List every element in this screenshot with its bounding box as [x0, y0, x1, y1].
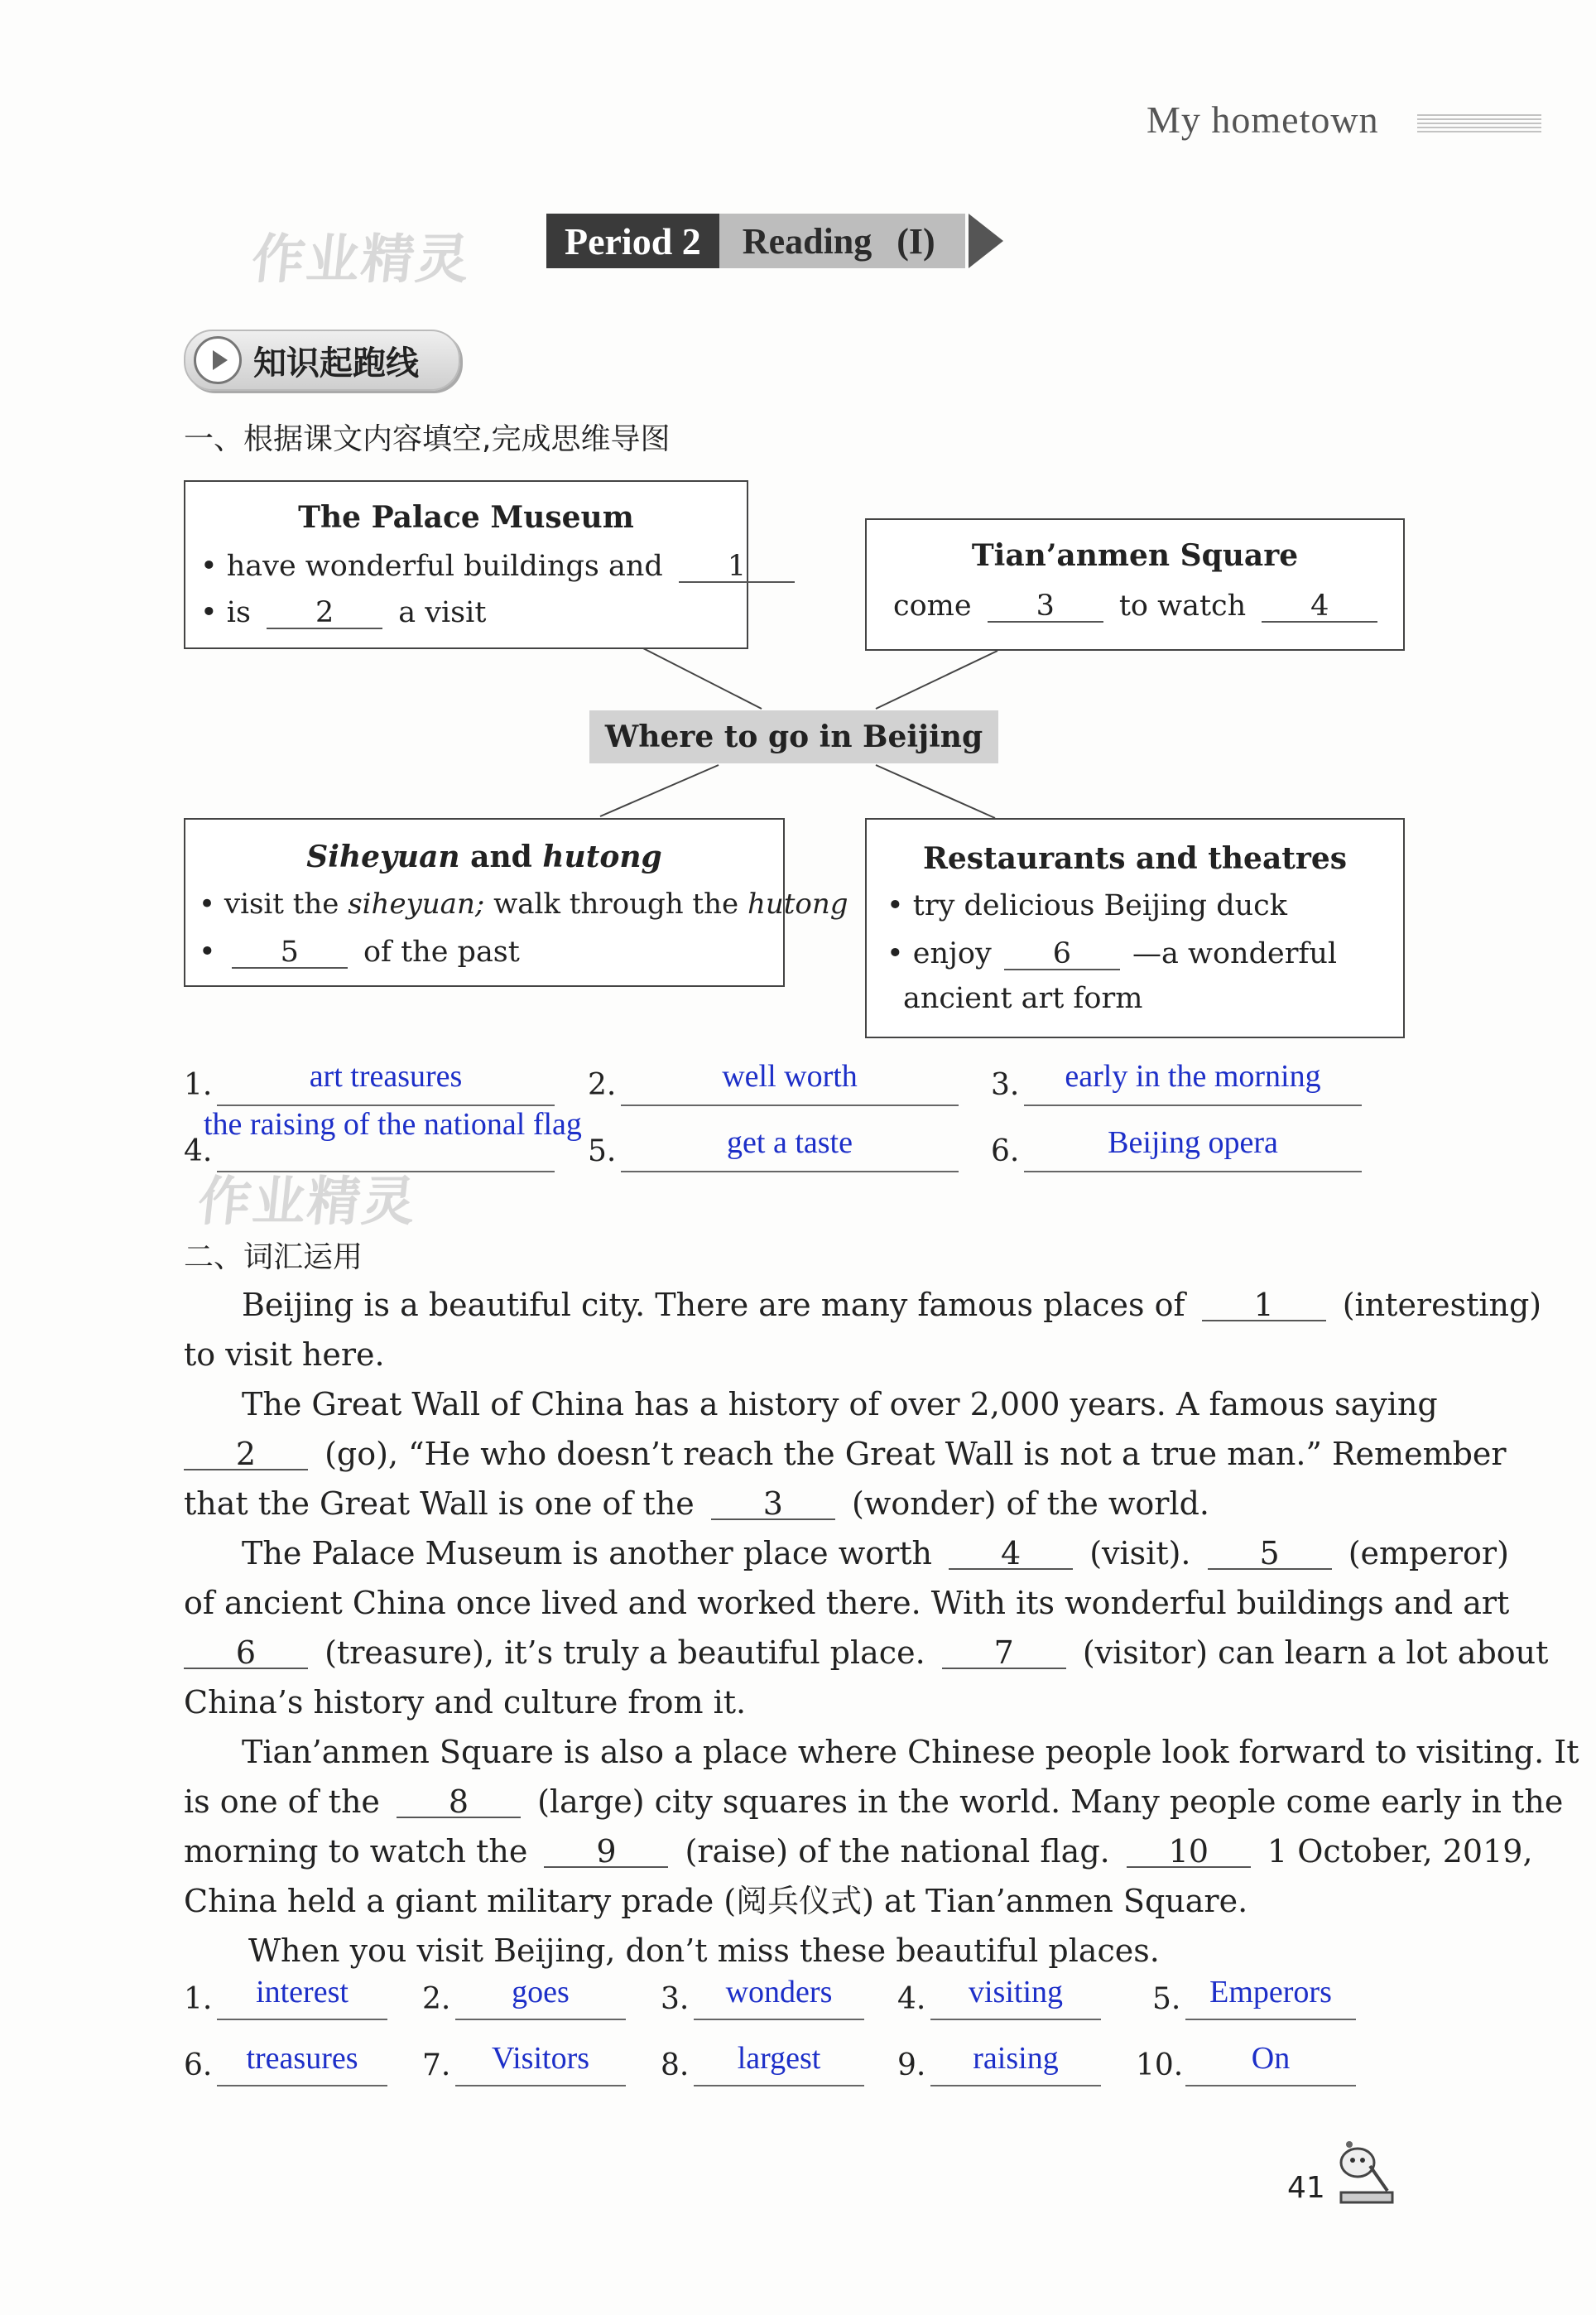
- para-line: The Great Wall of China has a history of over 2,000 years. A famous saying: [242, 1386, 1438, 1422]
- mindmap-center: Where to go in Beijing: [589, 710, 998, 763]
- blank-3: 3: [711, 1485, 835, 1520]
- blank-1: 1: [679, 548, 795, 583]
- answer-text: raising: [973, 2041, 1059, 2076]
- answer-text: get a taste: [727, 1125, 853, 1160]
- answer-number: 3.: [661, 1982, 690, 2016]
- para-line: Beijing is a beautiful city. There are many famous places of 1 (interesting): [242, 1287, 1542, 1323]
- siheyuan-box: [184, 818, 848, 987]
- para-line: 2 (go), “He who doesn’t reach the Great Wall is not a true man.” Remember: [184, 1429, 1401, 1479]
- siheyuan-line1: • visit the siheyuan; walk through the hutong: [199, 888, 848, 921]
- answer-number: 5.: [1152, 1982, 1181, 2016]
- para-line: that the Great Wall is one of the 3 (wonder) of the world.: [184, 1485, 1210, 1522]
- watermark: 作业精灵: [195, 1172, 421, 1233]
- blank-4: 4: [1262, 588, 1377, 623]
- answer-text: well worth: [722, 1059, 858, 1094]
- answer-text: treasures: [246, 2041, 358, 2076]
- blank-6: 6: [184, 1634, 308, 1669]
- para-line: The Palace Museum is another place worth 4 (visit). 5 (emperor): [242, 1535, 1509, 1571]
- answer-text: goes: [512, 1975, 570, 2009]
- answer-number: 5.: [588, 1134, 617, 1168]
- answer-text: wonders: [725, 1975, 833, 2009]
- answer-number: 2.: [588, 1068, 617, 1102]
- answer-number: 1.: [184, 1068, 213, 1102]
- answer-text: early in the morning: [1065, 1059, 1321, 1094]
- blank-4: 4: [949, 1535, 1073, 1570]
- answer-number: 6.: [184, 2048, 213, 2082]
- answer-number: 4.: [897, 1982, 926, 2016]
- watermark: 作业精灵: [248, 229, 474, 291]
- answer-text: visiting: [968, 1975, 1064, 2009]
- siheyuan-title: Siheyuan and hutong: [306, 840, 662, 874]
- blank-7: 7: [942, 1634, 1066, 1669]
- blank-8: 8: [397, 1783, 521, 1818]
- restaurants-box: [865, 818, 1405, 1038]
- para-line: China held a giant military prade (阅兵仪式) at Tian’anmen Square.: [184, 1883, 1248, 1919]
- restaurants-title: Restaurants and theatres: [922, 841, 1348, 876]
- answer-text: art treasures: [309, 1059, 463, 1094]
- answer-text: Emperors: [1209, 1975, 1332, 2009]
- answer-number: 9.: [897, 2048, 926, 2082]
- blank-1: 1: [1202, 1287, 1326, 1321]
- period-part: (I): [897, 220, 935, 262]
- restaurants-line2: • enjoy 6 —a wonderful: [887, 937, 1338, 970]
- para-line: 6 (treasure), it’s truly a beautiful place. 7 (visitor) can learn a lot about: [184, 1628, 1401, 1677]
- part2-heading: 二、词汇运用: [184, 1240, 363, 1274]
- answer-text: On: [1251, 2041, 1291, 2076]
- blank-6: 6: [1004, 936, 1120, 970]
- para-line: When you visit Beijing, don’t miss these beautiful places.: [248, 1932, 1160, 1969]
- para-line: is one of the 8 (large) city squares in the world. Many people come early in the: [184, 1783, 1564, 1820]
- para-line: of ancient China once lived and worked there. With its wonderful buildings and art: [184, 1585, 1510, 1621]
- answer-number: 6.: [991, 1134, 1020, 1168]
- answer-number: 3.: [991, 1068, 1020, 1102]
- blank-9: 9: [544, 1833, 668, 1868]
- para-line: to visit here.: [184, 1336, 385, 1373]
- period-title: Reading: [742, 220, 873, 262]
- mascot-icon: [1333, 2138, 1399, 2212]
- part1-heading: 一、根据课文内容填空,完成思维导图: [184, 422, 671, 456]
- answer-text: largest: [737, 2041, 821, 2076]
- palace-title: The Palace Museum: [298, 500, 634, 535]
- restaurants-line3: ancient art form: [903, 982, 1143, 1015]
- answer-number: 1.: [184, 1982, 213, 2016]
- siheyuan-line2: • 5 of the past: [199, 936, 520, 969]
- mindmap-connectors: [0, 0, 1596, 911]
- section-title: 知识起跑线: [253, 344, 419, 383]
- answer-text: Visitors: [491, 2041, 590, 2076]
- answer-text: interest: [256, 1975, 349, 2009]
- answer-number: 7.: [422, 2048, 451, 2082]
- restaurants-line1: • try delicious Beijing duck: [887, 889, 1287, 922]
- tiananmen-title: Tian’anmen Square: [971, 538, 1299, 573]
- tiananmen-box: [865, 518, 1405, 651]
- answer-text: the raising of the national flag: [204, 1107, 582, 1142]
- tiananmen-line: come 3 to watch 4: [893, 588, 1377, 623]
- para-line: China’s history and culture from it.: [184, 1684, 747, 1721]
- answer-number: 10.: [1136, 2048, 1184, 2082]
- blank-10: 10: [1127, 1833, 1251, 1868]
- answer-number: 4.: [184, 1134, 213, 1168]
- blank-3: 3: [988, 588, 1103, 623]
- palace-line1: • have wonderful buildings and 1: [200, 548, 795, 583]
- header-title: My hometown: [1147, 99, 1379, 141]
- para-line: morning to watch the 9 (raise) of the national flag. 10 1 October, 2019,: [184, 1833, 1533, 1870]
- answer-number: 8.: [661, 2048, 690, 2082]
- palace-line2: • is 2 a visit: [200, 596, 487, 629]
- blank-2: 2: [267, 594, 382, 629]
- answer-number: 2.: [422, 1982, 451, 2016]
- page-number: 41: [1287, 2171, 1325, 2205]
- blank-5: 5: [232, 934, 348, 969]
- period-label: Period 2: [546, 214, 719, 268]
- blank-2: 2: [184, 1436, 308, 1470]
- para-line: Tian’anmen Square is also a place where Chinese people look forward to visiting. It: [242, 1734, 1579, 1770]
- blank-5: 5: [1208, 1535, 1332, 1570]
- answer-text: Beijing opera: [1108, 1125, 1278, 1160]
- palace-museum-box: [184, 480, 748, 649]
